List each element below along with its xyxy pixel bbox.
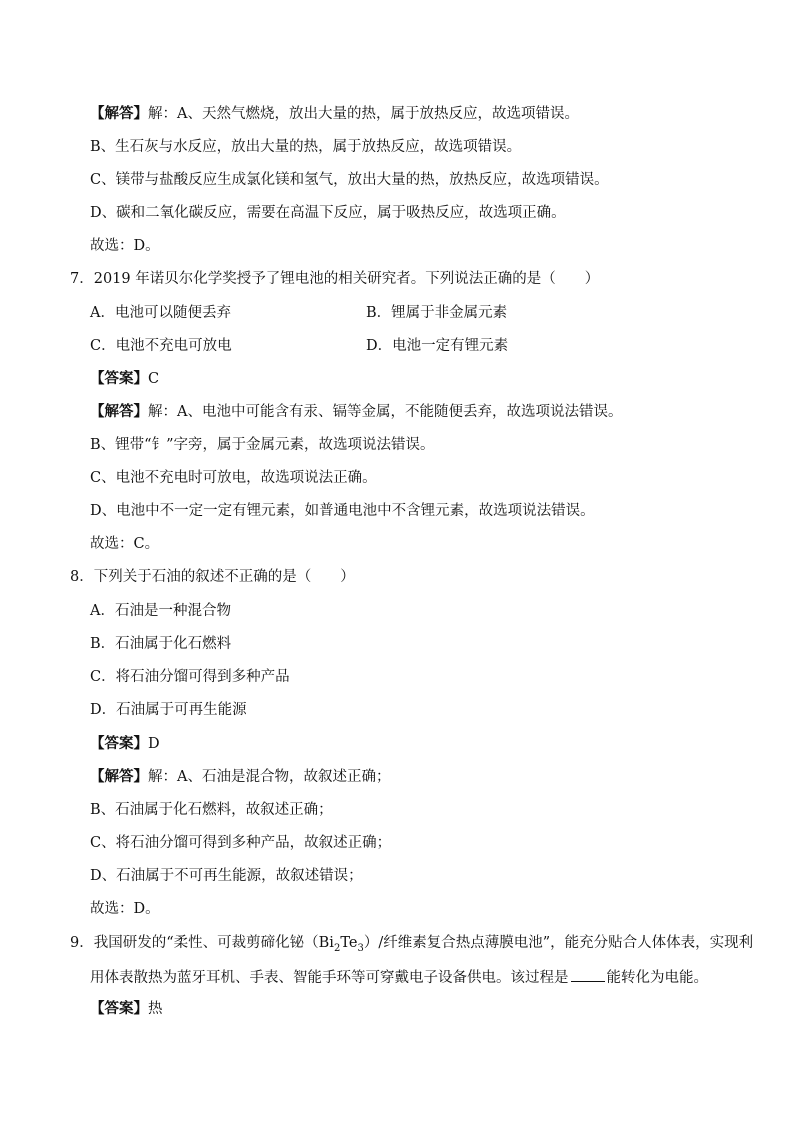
q6-solution-line-c: C、镁带与盐酸反应生成氯化镁和氢气，放出大量的热，放热反应，故选项错误。 xyxy=(90,172,609,188)
q8-option-b: B．石油属于化石燃料 xyxy=(90,636,232,652)
q7-solution-line-a: 【解答】解：A、电池中可能含有汞、镉等金属，不能随便丢弃，故选项说法错误。 xyxy=(90,403,623,420)
q8-option-c: C．将石油分馏可得到多种产品 xyxy=(90,669,290,685)
answer-value: 热 xyxy=(148,1001,163,1017)
q6-solution-line-b: B、生石灰与水反应，放出大量的热，属于放热反应，故选项错误。 xyxy=(90,139,522,155)
q7-option-a: A．电池可以随便丢弃 xyxy=(90,305,231,321)
answer-tag: 【答案】 xyxy=(90,735,148,752)
q7-option-d: D．电池一定有锂元素 xyxy=(366,338,509,354)
answer-value: D xyxy=(148,736,160,752)
solution-tag: 【解答】 xyxy=(90,768,148,785)
q8-solution-line-b: B、石油属于化石燃料，故叙述正确； xyxy=(90,802,333,818)
fill-in-blank xyxy=(571,967,605,982)
q8-option-d: D．石油属于可再生能源 xyxy=(90,702,247,718)
q6-solution-line-a: 【解答】解：A、天然气燃烧，放出大量的热，属于放热反应，故选项错误。 xyxy=(90,105,579,122)
q8-answer xyxy=(90,735,160,753)
solution-tag: 【解答】 xyxy=(90,403,148,420)
q7-option-b: B．锂属于非金属元素 xyxy=(366,305,508,321)
q8-option-a: A．石油是一种混合物 xyxy=(90,603,231,619)
answer-value: C xyxy=(148,371,160,387)
q7-stem: 7．2019 年诺贝尔化学奖授予了锂电池的相关研究者。下列说法正确的是（ ） xyxy=(70,271,600,287)
solution-tag: 【解答】 xyxy=(90,105,148,122)
q6-solution-line-d: D、碳和二氧化碳反应，需要在高温下反应，属于吸热反应，故选项正确。 xyxy=(90,205,566,221)
q9-stem-line-1: 9．我国研发的“柔性、可裁剪碲化铋$(Bi_2Te_3)/$纤维素复合热点薄膜电池”，能充分贴合人体体表，实现利 xyxy=(70,935,754,954)
subscript: 2 xyxy=(333,942,341,954)
q9-answer xyxy=(90,1000,163,1018)
q7-solution-line-b: B、锂带“钅”字旁，属于金属元素，故选项说法错误。 xyxy=(90,437,435,453)
q7-final-answer: 故选：C。 xyxy=(90,536,160,552)
answer-tag: 【答案】 xyxy=(90,1000,148,1017)
q9-stem-line-2: 用体表散热为蓝牙耳机、手表、智能手环等可穿戴电子设备供电。该过程是 能转化为电能。 xyxy=(90,967,708,987)
q6-final-answer: 故选：D。 xyxy=(90,238,160,254)
q8-solution-line-d: D、石油属于不可再生能源，故叙述错误； xyxy=(90,868,363,884)
subscript: 3 xyxy=(357,942,364,954)
q8-solution-line-a: 【解答】解：A、石油是混合物，故叙述正确； xyxy=(90,768,391,785)
answer-tag: 【答案】 xyxy=(90,370,148,387)
q8-solution-line-c: C、将石油分馏可得到多种产品，故叙述正确； xyxy=(90,835,392,851)
q8-stem: 8．下列关于石油的叙述不正确的是（ ） xyxy=(70,569,355,585)
q8-final-answer: 故选：D。 xyxy=(90,901,160,917)
q7-solution-line-d: D、电池中不一定一定有锂元素，如普通电池中不含锂元素，故选项说法错误。 xyxy=(90,503,595,519)
q7-solution-line-c: C、电池不充电时可放电，故选项说法正确。 xyxy=(90,470,377,486)
q7-answer xyxy=(90,370,159,388)
q7-option-c: C．电池不充电可放电 xyxy=(90,338,232,354)
